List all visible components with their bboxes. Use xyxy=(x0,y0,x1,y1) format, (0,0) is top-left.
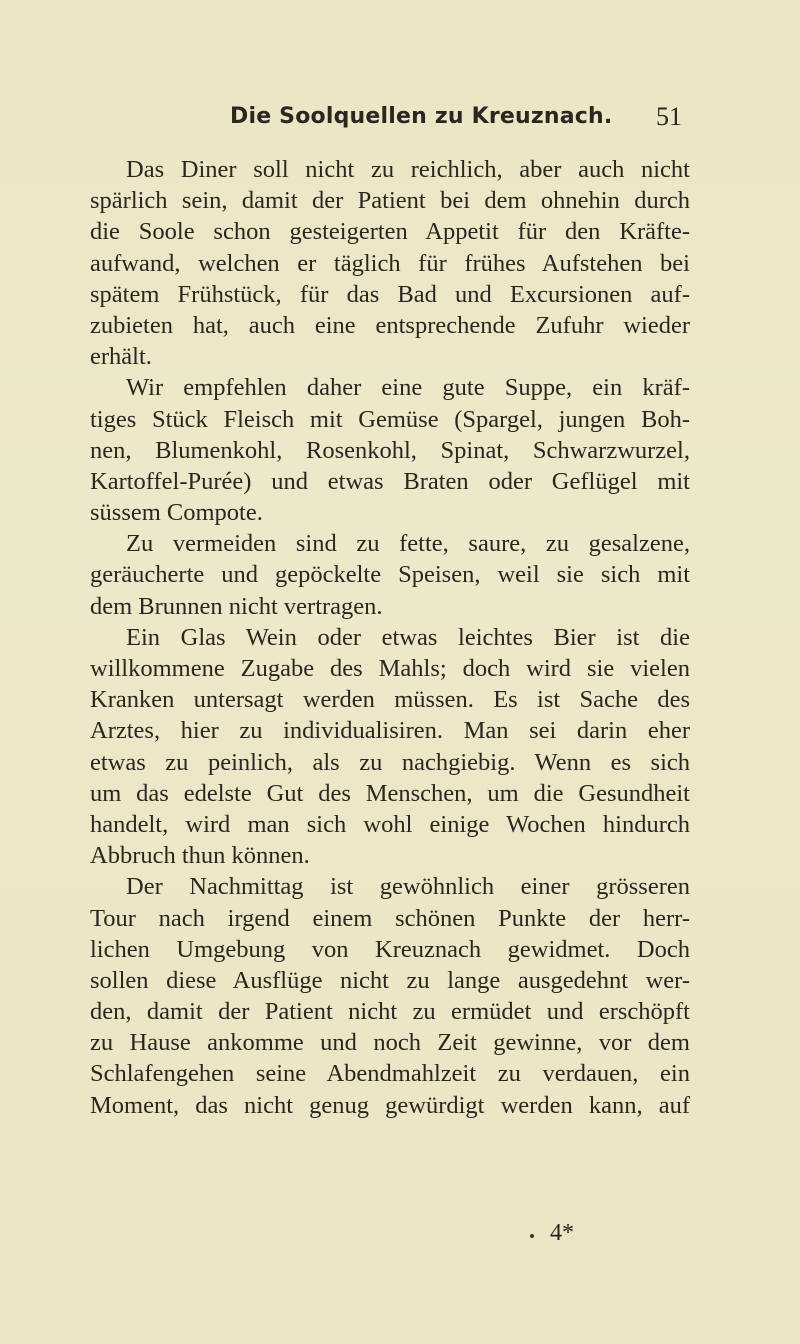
text-line: etwas zu peinlich, als zu nachgiebig. Wenn es sich xyxy=(90,748,690,776)
text-line: spätem Frühstück, für das Bad und Excursionen auf- xyxy=(90,280,690,308)
text-line: Wir empfehlen daher eine gute Suppe, ein kräf- xyxy=(126,374,690,402)
text-line: Zu vermeiden sind zu fette, saure, zu gesalzene, xyxy=(126,530,690,558)
page-header xyxy=(118,104,682,138)
text-line: Arztes, hier zu individualisiren. Man sei darin eher xyxy=(90,717,690,745)
text-line: zu Hause ankomme und noch Zeit gewinne, vor dem xyxy=(90,1029,690,1057)
text-line: Kartoffel-Purée) und etwas Braten oder Geflügel mit xyxy=(90,467,690,495)
text-line: tiges Stück Fleisch mit Gemüse (Spargel, jungen Boh- xyxy=(90,405,690,433)
body-text xyxy=(90,154,690,1121)
text-line: Das Diner soll nicht zu reichlich, aber auch nicht xyxy=(126,156,690,183)
text-line: Schlafengehen seine Abendmahlzeit zu verdauen, ein xyxy=(90,1060,690,1088)
text-line: Tour nach irgend einem schönen Punkte der herr- xyxy=(90,904,690,932)
text-line: Der Nachmittag ist gewöhnlich einer grösseren xyxy=(126,873,690,901)
text-line: die Soole schon gesteigerten Appetit für den Kräfte- xyxy=(90,218,690,246)
text-line: nen, Blumenkohl, Rosenkohl, Spinat, Schwarzwurzel, xyxy=(90,436,690,464)
text-line: aufwand, welchen er täglich für frühes Aufstehen bei xyxy=(90,249,690,277)
text-line: den, damit der Patient nicht zu ermüdet und erschöpft xyxy=(90,998,690,1026)
text-line: erhält. xyxy=(90,343,152,371)
text-line: Kranken untersagt werden müssen. Es ist Sache des xyxy=(90,686,690,714)
text-line: handelt, wird man sich wohl einige Wochen hindurch xyxy=(90,810,690,838)
text-line: Moment, das nicht genug gewürdigt werden kann, auf xyxy=(90,1091,690,1119)
text-line: um das edelste Gut des Menschen, um die Gesundheit xyxy=(90,779,690,807)
running-title: Die Soolquellen zu Kreuznach. xyxy=(230,104,613,129)
text-line: lichen Umgebung von Kreuznach gewidmet. Doch xyxy=(90,935,690,963)
text-line: sollen diese Ausflüge nicht zu lange ausgedehnt wer- xyxy=(90,966,690,994)
ink-dot xyxy=(530,1234,534,1238)
page-number: 51 xyxy=(656,102,682,131)
text-line: dem Brunnen nicht vertragen. xyxy=(90,592,383,620)
text-line: spärlich sein, damit der Patient bei dem ohnehin durch xyxy=(90,187,690,215)
text-line: willkommene Zugabe des Mahls; doch wird sie vielen xyxy=(90,655,690,682)
text-line: Ein Glas Wein oder etwas leichtes Bier ist die xyxy=(126,623,690,651)
text-line: zubieten hat, auch eine entsprechende Zufuhr wieder xyxy=(90,311,690,339)
signature-mark: 4* xyxy=(550,1220,574,1246)
text-line: Abbruch thun können. xyxy=(90,842,310,870)
text-line: geräucherte und gepöckelte Speisen, weil sie sich mit xyxy=(90,561,690,589)
text-line: süssem Compote. xyxy=(90,499,263,527)
